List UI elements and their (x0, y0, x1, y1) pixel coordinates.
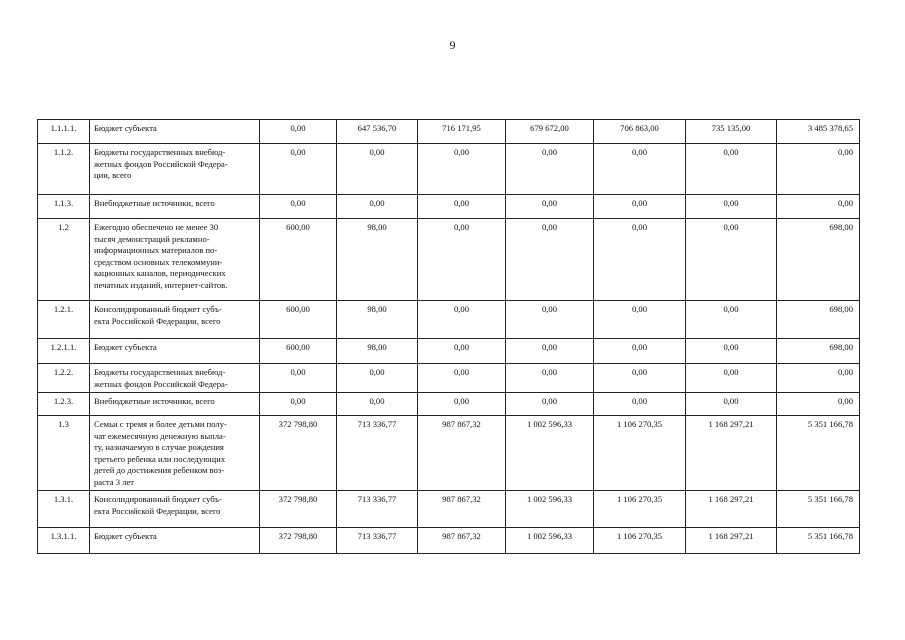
description-line: третьего ребенка или последующих (94, 453, 226, 464)
description-line: Внебюджетные источники, всего (94, 198, 215, 208)
cell-value: 5 351 166,78 (807, 494, 853, 504)
total-value-cell (777, 301, 860, 339)
value-cell (506, 339, 594, 364)
value-cell (418, 364, 506, 393)
budget-table (37, 119, 860, 554)
description-line: Внебюджетные источники, всего (94, 396, 215, 406)
cell-value: 0,00 (723, 198, 739, 208)
cell-value: 372 798,80 (278, 494, 318, 504)
value-cell (686, 339, 777, 364)
total-value-cell (777, 120, 860, 144)
value-cell (260, 364, 337, 393)
row-code: 1.2.3. (38, 393, 90, 416)
cell-value: 0,00 (541, 342, 558, 352)
total-value-cell (777, 416, 860, 491)
description-line: тысяч демонстраций рекламно- (94, 233, 210, 244)
cell-value: 1 002 596,33 (526, 494, 573, 504)
value-cell (594, 528, 686, 554)
cell-value: 1 002 596,33 (526, 531, 573, 541)
value-cell (260, 528, 337, 554)
cell-value: 713 336,77 (357, 494, 397, 504)
value-cell (506, 416, 594, 491)
description-line: информационных материалов по- (94, 245, 218, 255)
description-line: ции, всего (94, 170, 132, 180)
value-cell (337, 301, 418, 339)
cell-value: 1 168 297,21 (708, 531, 754, 541)
cell-value: 0,00 (290, 147, 306, 157)
row-description (90, 491, 260, 528)
description-line: Бюджет субъекта (94, 123, 157, 133)
cell-value: 0,00 (631, 147, 648, 157)
description-line: Бюджеты государственных внебюд- (94, 147, 226, 157)
value-cell (418, 144, 506, 195)
value-cell (337, 339, 418, 364)
value-cell (506, 393, 594, 416)
cell-value: 0,00 (369, 367, 385, 377)
description-line: чат ежемесячную денежную выпла- (94, 430, 226, 441)
cell-value: 713 336,77 (357, 419, 397, 429)
cell-value: 98,00 (367, 222, 387, 232)
cell-value: 698,00 (829, 304, 853, 314)
description-line: Бюджет субъекта (94, 531, 157, 541)
value-cell (686, 528, 777, 554)
value-cell (506, 120, 594, 144)
value-cell (260, 144, 337, 195)
description-line: средством основных телекоммуни- (94, 256, 223, 267)
row-code: 1.2.1.1. (38, 339, 90, 364)
cell-value: 0,00 (723, 147, 739, 157)
value-cell (506, 301, 594, 339)
description-line: ту, назначаемую в случае рождения (94, 442, 224, 452)
row-code: 1.2.1. (38, 301, 90, 339)
value-cell (594, 219, 686, 301)
value-cell (594, 416, 686, 491)
cell-value: 0,00 (290, 123, 306, 133)
row-description (90, 528, 260, 554)
value-cell (260, 339, 337, 364)
table-row (38, 195, 860, 219)
row-code: 1.2.2. (38, 364, 90, 393)
description-line: жетных фондов Российской Федера- (94, 158, 228, 169)
cell-value: 0,00 (541, 367, 558, 377)
description-line: Семьи с тремя и более детьми полу- (94, 419, 227, 429)
cell-value: 0,00 (453, 222, 470, 232)
cell-value: 716 171,95 (442, 123, 481, 133)
total-value-cell (777, 491, 860, 528)
table-row (38, 491, 860, 528)
cell-value: 698,00 (829, 342, 853, 352)
value-cell (594, 120, 686, 144)
value-cell (260, 195, 337, 219)
description-line: екта Российской Федерации, всего (94, 315, 221, 326)
cell-value: 0,00 (631, 198, 648, 208)
value-cell (686, 120, 777, 144)
value-cell (260, 219, 337, 301)
cell-value: 0,00 (541, 198, 558, 208)
page-number: 9 (449, 38, 456, 52)
value-cell (686, 195, 777, 219)
table-row (38, 120, 860, 144)
value-cell (337, 120, 418, 144)
cell-value: 1 168 297,21 (708, 419, 754, 429)
value-cell (260, 301, 337, 339)
value-cell (337, 416, 418, 491)
row-code: 1.1.1.1. (38, 120, 90, 144)
cell-value: 0,00 (631, 342, 648, 352)
value-cell (418, 120, 506, 144)
row-description (90, 393, 260, 416)
cell-value: 0,00 (290, 396, 306, 406)
description-line: детей до достижения ребенком воз- (94, 465, 225, 475)
total-value-cell (777, 364, 860, 393)
table-row (38, 144, 860, 195)
cell-value: 1 106 270,35 (616, 531, 663, 541)
table-row (38, 416, 860, 491)
value-cell (418, 339, 506, 364)
cell-value: 3 485 378,65 (807, 123, 853, 133)
row-description (90, 416, 260, 491)
value-cell (418, 219, 506, 301)
cell-value: 1 168 297,21 (708, 494, 754, 504)
cell-value: 0,00 (631, 222, 648, 232)
value-cell (506, 364, 594, 393)
value-cell (594, 144, 686, 195)
value-cell (594, 491, 686, 528)
cell-value: 647 536,70 (357, 123, 397, 133)
cell-value: 98,00 (367, 342, 387, 352)
cell-value: 372 798,80 (278, 419, 318, 429)
cell-value: 98,00 (367, 304, 387, 314)
row-description (90, 195, 260, 219)
cell-value: 0,00 (453, 367, 470, 377)
description-line: Консолидированный бюджет субъ- (94, 304, 222, 314)
cell-value: 5 351 166,78 (807, 419, 853, 429)
total-value-cell (777, 219, 860, 301)
cell-value: 0,00 (290, 367, 306, 377)
cell-value: 0,00 (837, 147, 853, 157)
table-row (38, 393, 860, 416)
cell-value: 0,00 (723, 222, 739, 232)
total-value-cell (777, 144, 860, 195)
row-code: 1.2 (38, 219, 90, 301)
cell-value: 1 106 270,35 (616, 419, 663, 429)
cell-value: 0,00 (541, 304, 558, 314)
table-row (38, 301, 860, 339)
value-cell (260, 393, 337, 416)
cell-value: 0,00 (453, 342, 470, 352)
total-value-cell (777, 195, 860, 219)
cell-value: 0,00 (290, 198, 306, 208)
row-code: 1.1.3. (38, 195, 90, 219)
value-cell (594, 339, 686, 364)
cell-value: 0,00 (369, 147, 385, 157)
row-description (90, 144, 260, 195)
description-line: раста 3 лет (94, 476, 135, 487)
value-cell (686, 491, 777, 528)
cell-value: 0,00 (453, 396, 470, 406)
value-cell (506, 144, 594, 195)
value-cell (686, 364, 777, 393)
cell-value: 0,00 (541, 222, 558, 232)
value-cell (418, 195, 506, 219)
description-line: Ежегодно обеспечено не менее 30 (94, 222, 219, 232)
value-cell (686, 416, 777, 491)
value-cell (418, 393, 506, 416)
row-code: 1.3.1.1. (38, 528, 90, 554)
cell-value: 0,00 (453, 147, 470, 157)
cell-value: 600,00 (286, 304, 310, 314)
cell-value: 0,00 (723, 342, 739, 352)
value-cell (686, 393, 777, 416)
value-cell (506, 528, 594, 554)
cell-value: 0,00 (631, 396, 648, 406)
cell-value: 0,00 (837, 367, 853, 377)
value-cell (337, 219, 418, 301)
value-cell (260, 416, 337, 491)
value-cell (260, 120, 337, 144)
cell-value: 706 863,00 (620, 123, 659, 133)
value-cell (686, 301, 777, 339)
value-cell (337, 195, 418, 219)
description-line: печатных изданий, интернет-сайтов. (94, 279, 228, 290)
cell-value: 987 867,32 (442, 419, 481, 429)
row-description (90, 301, 260, 339)
row-description (90, 120, 260, 144)
value-cell (506, 195, 594, 219)
table-row (38, 219, 860, 301)
cell-value: 0,00 (837, 198, 853, 208)
value-cell (506, 219, 594, 301)
value-cell (594, 195, 686, 219)
cell-value: 0,00 (723, 304, 739, 314)
row-code: 1.3 (38, 416, 90, 491)
cell-value: 5 351 166,78 (807, 531, 853, 541)
table-row (38, 528, 860, 554)
table-row (38, 339, 860, 364)
value-cell (594, 393, 686, 416)
row-description (90, 339, 260, 364)
cell-value: 0,00 (369, 396, 385, 406)
cell-value: 0,00 (541, 396, 558, 406)
value-cell (506, 491, 594, 528)
cell-value: 600,00 (286, 222, 310, 232)
row-code: 1.1.2. (38, 144, 90, 195)
description-line: жетных фондов Российской Федера- (94, 378, 228, 389)
cell-value: 0,00 (723, 396, 739, 406)
value-cell (337, 144, 418, 195)
value-cell (418, 301, 506, 339)
cell-value: 0,00 (631, 304, 648, 314)
description-line: Консолидированный бюджет субъ- (94, 494, 222, 504)
row-description (90, 364, 260, 393)
value-cell (594, 301, 686, 339)
value-cell (418, 528, 506, 554)
cell-value: 679 672,00 (530, 123, 569, 133)
value-cell (260, 491, 337, 528)
cell-value: 0,00 (837, 396, 853, 406)
value-cell (418, 491, 506, 528)
description-line: кационных каналов, периодических (94, 268, 226, 278)
cell-value: 713 336,77 (357, 531, 397, 541)
cell-value: 735 135,00 (711, 123, 751, 133)
cell-value: 0,00 (541, 147, 558, 157)
cell-value: 0,00 (723, 367, 739, 377)
description-line: екта Российской Федерации, всего (94, 505, 221, 516)
description-line: Бюджет субъекта (94, 342, 157, 352)
cell-value: 0,00 (369, 198, 385, 208)
cell-value: 698,00 (829, 222, 853, 232)
cell-value: 0,00 (453, 304, 470, 314)
table-row (38, 364, 860, 393)
total-value-cell (777, 393, 860, 416)
value-cell (337, 528, 418, 554)
cell-value: 1 106 270,35 (616, 494, 663, 504)
value-cell (337, 364, 418, 393)
value-cell (594, 364, 686, 393)
description-line: Бюджеты государственных внебюд- (94, 367, 226, 377)
value-cell (418, 416, 506, 491)
cell-value: 987 867,32 (442, 531, 481, 541)
value-cell (337, 491, 418, 528)
cell-value: 600,00 (286, 342, 310, 352)
cell-value: 1 002 596,33 (526, 419, 573, 429)
value-cell (686, 219, 777, 301)
total-value-cell (777, 528, 860, 554)
value-cell (686, 144, 777, 195)
cell-value: 0,00 (631, 367, 648, 377)
cell-value: 372 798,80 (278, 531, 318, 541)
value-cell (337, 393, 418, 416)
total-value-cell (777, 339, 860, 364)
row-description (90, 219, 260, 301)
cell-value: 0,00 (453, 198, 470, 208)
row-code: 1.3.1. (38, 491, 90, 528)
cell-value: 987 867,32 (442, 494, 481, 504)
